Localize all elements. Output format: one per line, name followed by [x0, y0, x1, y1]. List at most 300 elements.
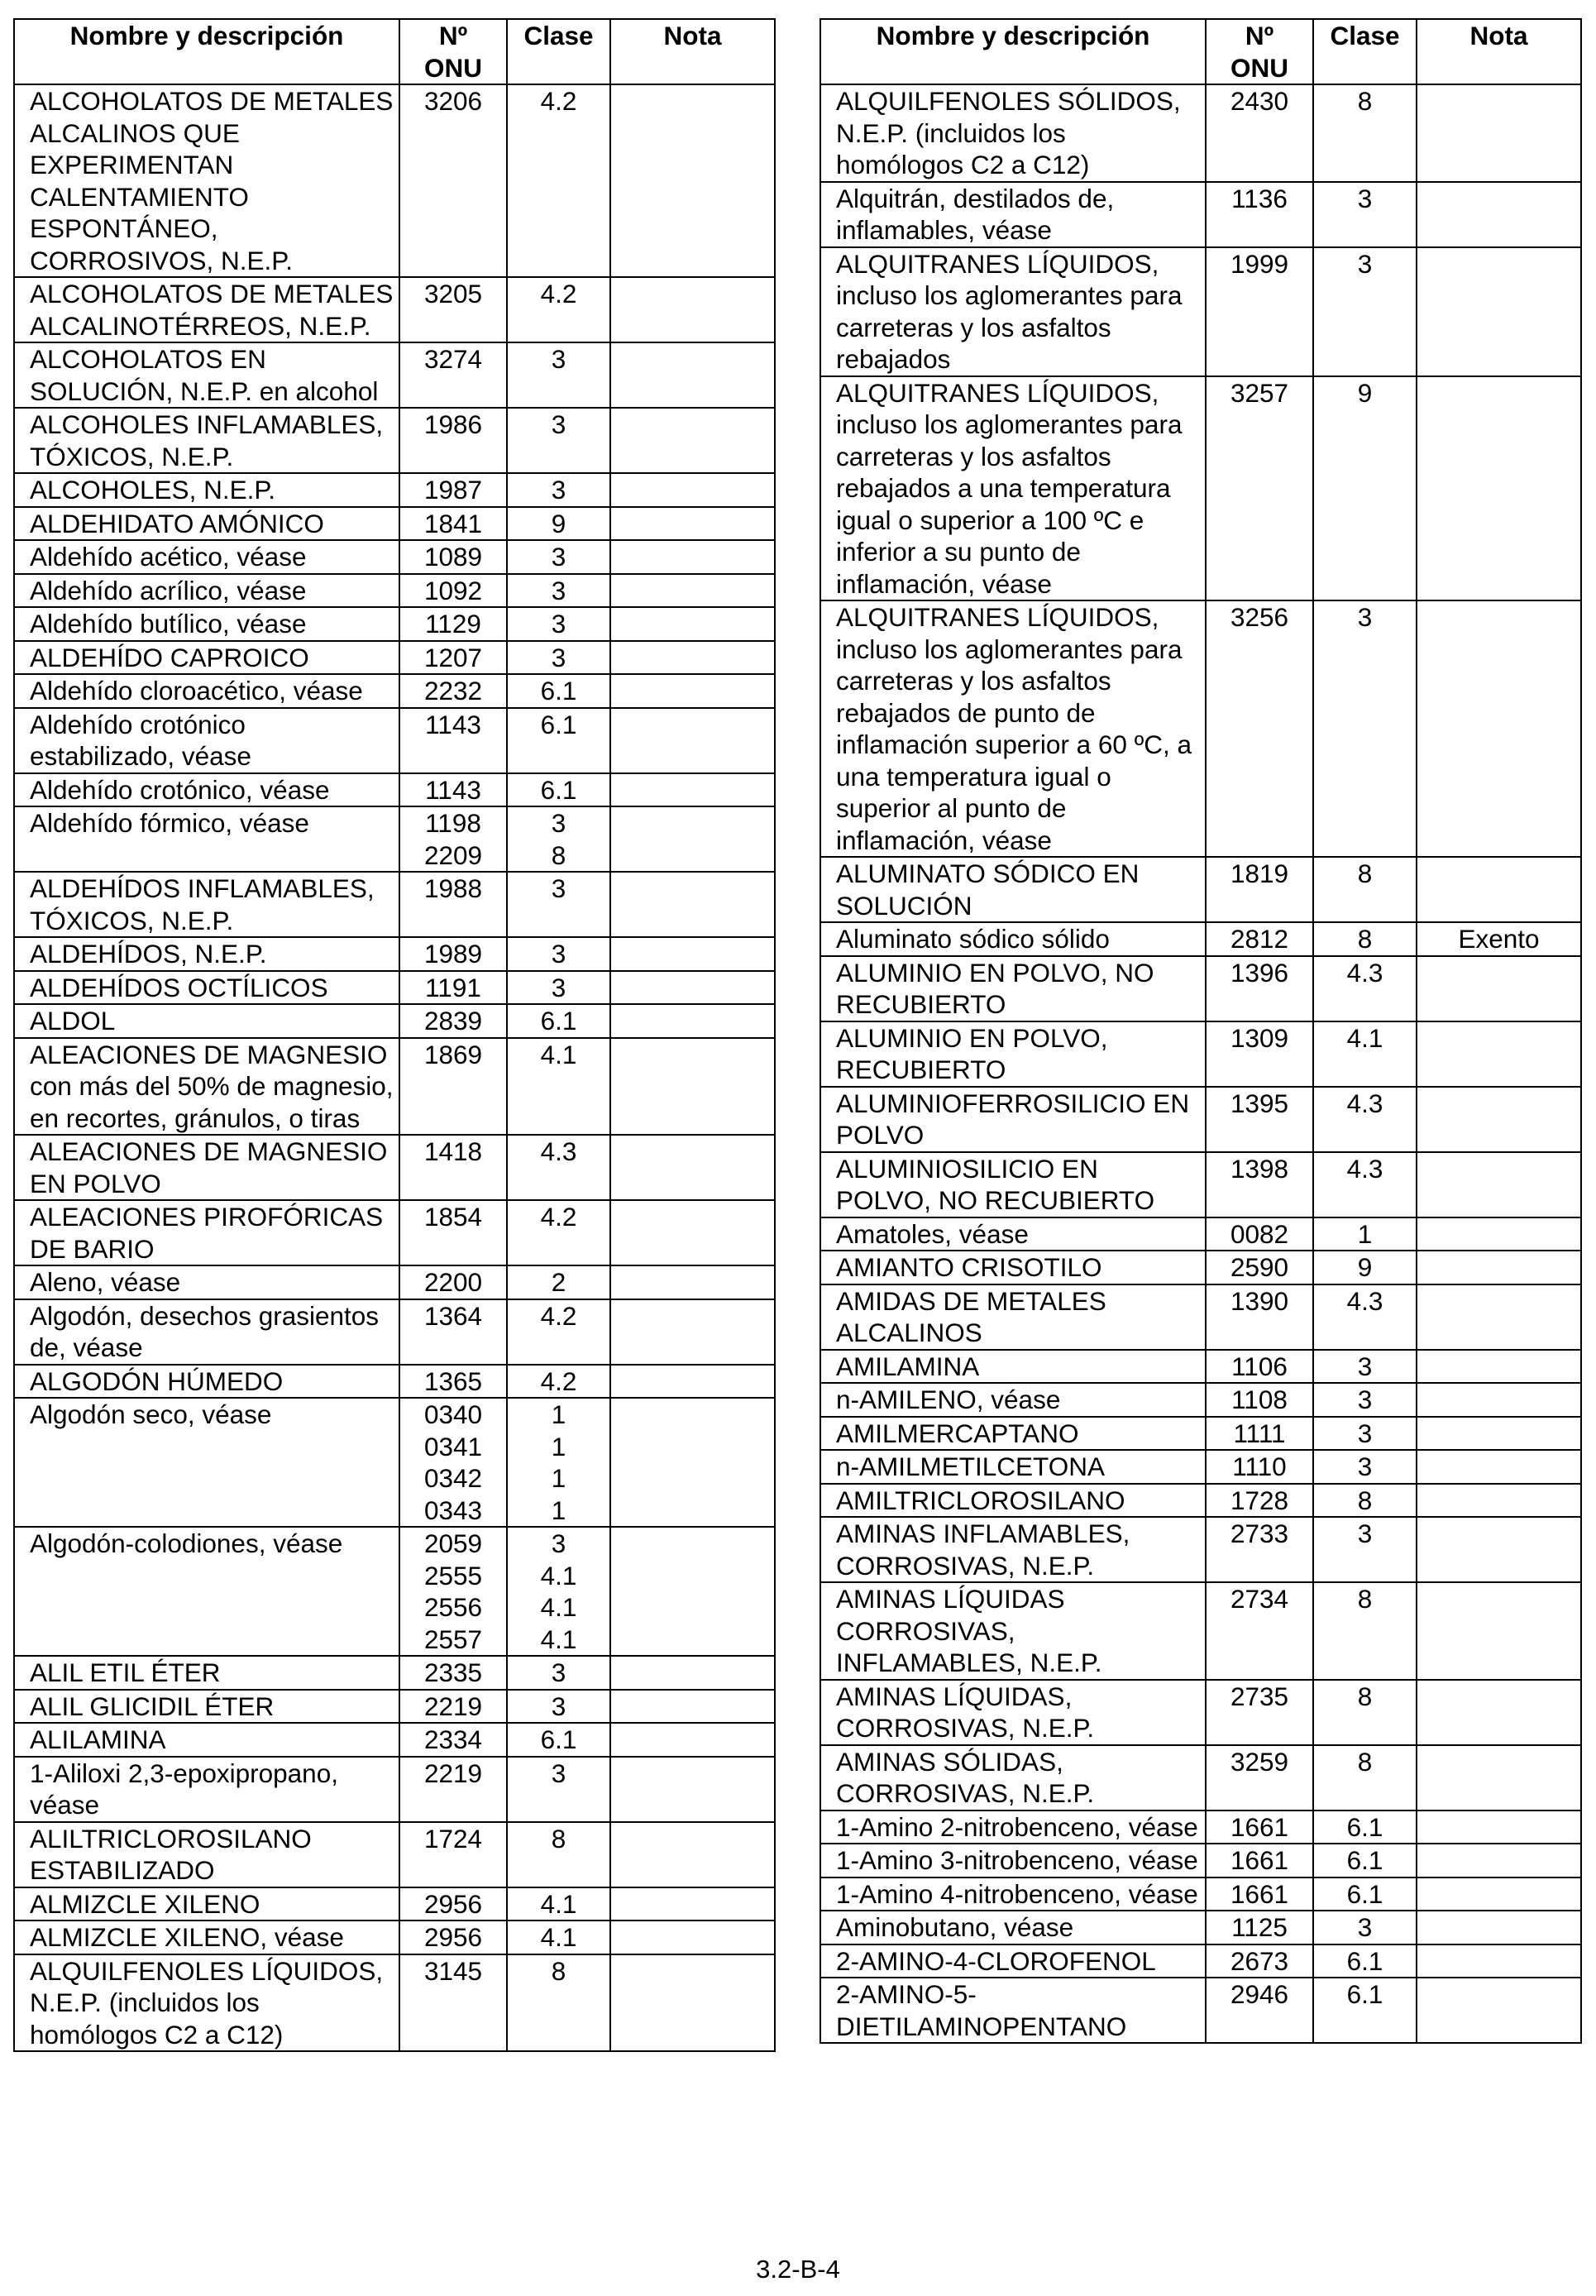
cell-note — [610, 1299, 775, 1365]
table-header-row — [820, 19, 1581, 84]
table-row — [820, 1844, 1581, 1877]
cell-class: 6.1 — [1313, 1844, 1417, 1877]
cell-note — [1417, 1745, 1581, 1810]
cell-note — [610, 1135, 775, 1200]
cell-note — [610, 872, 775, 937]
table-row — [14, 971, 775, 1005]
cell-un-number: 1129 — [399, 607, 507, 641]
cell-name: ALUMINIO EN POLVO, NO RECUBIERTO — [820, 956, 1206, 1021]
table-row — [14, 937, 775, 971]
cell-note — [610, 971, 775, 1005]
cell-note — [610, 1921, 775, 1954]
cell-un-number: 1365 — [399, 1365, 507, 1399]
cell-un-number: 2219 — [399, 1690, 507, 1724]
cell-class: 3 — [507, 342, 610, 408]
cell-class: 3 — [507, 473, 610, 507]
cell-class: 8 — [1313, 857, 1417, 922]
cell-un-number: 2956 — [399, 1887, 507, 1921]
cell-note — [610, 607, 775, 641]
table-row — [820, 1284, 1581, 1350]
cell-un-number: 1989 — [399, 937, 507, 971]
cell-un-number: 1309 — [1206, 1021, 1313, 1087]
cell-un-number: 1108 — [1206, 1383, 1313, 1417]
cell-class: 4.2 — [507, 1365, 610, 1399]
cell-name: 1-Amino 3-nitrobenceno, véase — [820, 1844, 1206, 1877]
header-name: Nombre y descripción — [14, 19, 399, 84]
cell-class: 3 — [1313, 247, 1417, 376]
cell-un-number: 2430 — [1206, 84, 1313, 182]
cell-note — [610, 540, 775, 574]
cell-un-number: 3257 — [1206, 376, 1313, 601]
cell-note — [1417, 1284, 1581, 1350]
cell-un-number: 1819 — [1206, 857, 1313, 922]
cell-class: 4.3 — [507, 1135, 610, 1200]
cell-note — [610, 574, 775, 608]
cell-name: ALEACIONES DE MAGNESIO EN POLVO — [14, 1135, 399, 1200]
cell-name: ALCOHOLES, N.E.P. — [14, 473, 399, 507]
cell-note — [1417, 1680, 1581, 1745]
cell-name: ALGODÓN HÚMEDO — [14, 1365, 399, 1399]
cell-un-number: 2590 — [1206, 1251, 1313, 1284]
cell-note — [1417, 857, 1581, 922]
cell-class: 4.1 — [1313, 1021, 1417, 1087]
cell-class: 3 8 — [507, 806, 610, 872]
header-note: Nota — [610, 19, 775, 84]
cell-class: 3 — [1313, 1350, 1417, 1384]
cell-un-number: 2812 — [1206, 922, 1313, 956]
cell-name: ALILAMINA — [14, 1723, 399, 1757]
cell-note — [610, 473, 775, 507]
table-row — [14, 1822, 775, 1887]
cell-un-number: 1869 — [399, 1038, 507, 1136]
cell-note — [1417, 1911, 1581, 1944]
table-row — [14, 574, 775, 608]
table-row — [14, 1954, 775, 2052]
table-row — [14, 1723, 775, 1757]
header-name: Nombre y descripción — [820, 19, 1206, 84]
table-row — [820, 857, 1581, 922]
cell-class: 3 — [507, 937, 610, 971]
cell-name: AMILMERCAPTANO — [820, 1417, 1206, 1451]
cell-class: 9 — [1313, 376, 1417, 601]
table-row — [820, 956, 1581, 1021]
table-row — [820, 182, 1581, 247]
table-row — [820, 1517, 1581, 1582]
cell-un-number: 1191 — [399, 971, 507, 1005]
header-un-number: Nº ONU — [1206, 19, 1313, 84]
cell-un-number: 1136 — [1206, 182, 1313, 247]
table-row — [820, 1383, 1581, 1417]
cell-note — [1417, 1021, 1581, 1087]
cell-name: AMINAS SÓLIDAS, CORROSIVAS, N.E.P. — [820, 1745, 1206, 1810]
cell-un-number: 1111 — [1206, 1417, 1313, 1451]
cell-un-number: 2200 — [399, 1265, 507, 1299]
cell-note — [610, 641, 775, 675]
cell-note — [610, 937, 775, 971]
cell-note — [1417, 84, 1581, 182]
cell-name: Aminobutano, véase — [820, 1911, 1206, 1944]
cell-name: Aldehído crotónico estabilizado, véase — [14, 708, 399, 773]
table-row — [14, 1690, 775, 1724]
cell-name: ALEACIONES DE MAGNESIO con más del 50% de magnesio, en recortes, gránulos, o tiras — [14, 1038, 399, 1136]
cell-name: 1-Aliloxi 2,3-epoxipropano, véase — [14, 1757, 399, 1822]
cell-name: ALDOL — [14, 1004, 399, 1038]
cell-class: 3 — [1313, 1450, 1417, 1484]
cell-class: 3 — [1313, 182, 1417, 247]
cell-name: 1-Amino 4-nitrobenceno, véase — [820, 1877, 1206, 1911]
cell-un-number: 2334 — [399, 1723, 507, 1757]
goods-table-right — [820, 18, 1582, 2044]
cell-note — [1417, 1484, 1581, 1518]
cell-un-number: 1092 — [399, 574, 507, 608]
cell-name: Amatoles, véase — [820, 1217, 1206, 1251]
cell-class: 6.1 — [507, 1004, 610, 1038]
cell-class: 8 — [1313, 1582, 1417, 1680]
cell-class: 8 — [507, 1822, 610, 1887]
cell-note — [1417, 1217, 1581, 1251]
table-row — [820, 600, 1581, 857]
cell-note — [610, 408, 775, 473]
cell-note — [610, 1690, 775, 1724]
table-row — [14, 1365, 775, 1399]
cell-note — [610, 1038, 775, 1136]
cell-class: 4.1 — [507, 1038, 610, 1136]
cell-un-number: 1854 — [399, 1200, 507, 1265]
cell-un-number: 2219 — [399, 1757, 507, 1822]
table-row — [820, 1350, 1581, 1384]
table-row — [14, 872, 775, 937]
cell-name: AMINAS LÍQUIDAS CORROSIVAS, INFLAMABLES, N.E.P. — [820, 1582, 1206, 1680]
cell-name: ALCOHOLATOS EN SOLUCIÓN, N.E.P. en alcohol — [14, 342, 399, 408]
cell-class: 6.1 — [507, 708, 610, 773]
cell-name: Algodón-colodiones, véase — [14, 1527, 399, 1656]
table-row — [14, 641, 775, 675]
cell-un-number: 1986 — [399, 408, 507, 473]
cell-name: ALQUILFENOLES SÓLIDOS, N.E.P. (incluidos los homólogos C2 a C12) — [820, 84, 1206, 182]
table-row — [820, 1217, 1581, 1251]
cell-class: 4.3 — [1313, 1087, 1417, 1152]
cell-un-number: 1106 — [1206, 1350, 1313, 1384]
cell-name: ALCOHOLATOS DE METALES ALCALINOS QUE EXPERIMENTAN CALENTAMIENTO ESPONTÁNEO, CORROSIVOS, N.E.P. — [14, 84, 399, 277]
cell-note — [610, 1527, 775, 1656]
table-row — [14, 277, 775, 342]
cell-un-number: 1661 — [1206, 1844, 1313, 1877]
table-row — [820, 922, 1581, 956]
cell-name: AMIDAS DE METALES ALCALINOS — [820, 1284, 1206, 1350]
cell-name: AMILTRICLOROSILANO — [820, 1484, 1206, 1518]
cell-note — [610, 342, 775, 408]
cell-class: 3 — [507, 971, 610, 1005]
cell-note — [1417, 956, 1581, 1021]
table-row — [14, 1887, 775, 1921]
table-row — [820, 247, 1581, 376]
cell-class: 3 — [1313, 600, 1417, 857]
cell-class: 8 — [1313, 1484, 1417, 1518]
cell-class: 3 — [507, 574, 610, 608]
cell-class: 3 — [1313, 1417, 1417, 1451]
cell-name: ALCOHOLATOS DE METALES ALCALINOTÉRREOS, N.E.P. — [14, 277, 399, 342]
table-row — [820, 1911, 1581, 1944]
table-row — [14, 1200, 775, 1265]
cell-un-number: 2839 — [399, 1004, 507, 1038]
cell-un-number: 1396 — [1206, 956, 1313, 1021]
table-row — [14, 1038, 775, 1136]
table-row — [820, 376, 1581, 601]
table-row — [14, 1656, 775, 1690]
table-row — [820, 1251, 1581, 1284]
cell-note — [610, 1822, 775, 1887]
cell-name: ALQUILFENOLES LÍQUIDOS, N.E.P. (incluidos los homólogos C2 a C12) — [14, 1954, 399, 2052]
cell-un-number: 1999 — [1206, 247, 1313, 376]
cell-un-number: 1110 — [1206, 1450, 1313, 1484]
cell-class: 6.1 — [507, 1723, 610, 1757]
cell-note — [610, 1265, 775, 1299]
cell-note — [610, 1004, 775, 1038]
cell-un-number: 1724 — [399, 1822, 507, 1887]
cell-name: ALUMINIO EN POLVO, RECUBIERTO — [820, 1021, 1206, 1087]
cell-name: ALQUITRANES LÍQUIDOS, incluso los aglomerantes para carreteras y los asfaltos rebajados — [820, 247, 1206, 376]
table-row — [14, 342, 775, 408]
cell-name: ALCOHOLES INFLAMABLES, TÓXICOS, N.E.P. — [14, 408, 399, 473]
cell-name: ALIL GLICIDIL ÉTER — [14, 1690, 399, 1724]
cell-name: ALIL ETIL ÉTER — [14, 1656, 399, 1690]
cell-un-number: 3274 — [399, 342, 507, 408]
cell-un-number: 1143 — [399, 773, 507, 807]
table-row — [14, 1004, 775, 1038]
cell-class: 4.2 — [507, 1299, 610, 1365]
cell-class: 4.3 — [1313, 956, 1417, 1021]
table-row — [14, 473, 775, 507]
cell-name: ALEACIONES PIROFÓRICAS DE BARIO — [14, 1200, 399, 1265]
table-row — [14, 1265, 775, 1299]
table-row — [14, 507, 775, 541]
cell-name: Aldehído acético, véase — [14, 540, 399, 574]
cell-un-number: 2734 — [1206, 1582, 1313, 1680]
cell-class: 6.1 — [1313, 1978, 1417, 2043]
cell-note — [1417, 1810, 1581, 1844]
table-row — [820, 1582, 1581, 1680]
cell-un-number: 1988 — [399, 872, 507, 937]
cell-class: 4.2 — [507, 277, 610, 342]
cell-un-number: 3256 — [1206, 600, 1313, 857]
cell-note — [1417, 1152, 1581, 1217]
cell-un-number: 2335 — [399, 1656, 507, 1690]
cell-note — [1417, 1450, 1581, 1484]
cell-note — [1417, 1844, 1581, 1877]
cell-class: 1 — [1313, 1217, 1417, 1251]
table-row — [820, 1944, 1581, 1978]
cell-name: AMIANTO CRISOTILO — [820, 1251, 1206, 1284]
cell-un-number: 1390 — [1206, 1284, 1313, 1350]
cell-name: Alquitrán, destilados de, inflamables, véase — [820, 182, 1206, 247]
table-row — [14, 1921, 775, 1954]
cell-un-number: 1198 2209 — [399, 806, 507, 872]
cell-un-number: 1418 — [399, 1135, 507, 1200]
cell-note — [610, 277, 775, 342]
cell-class: 4.3 — [1313, 1284, 1417, 1350]
cell-un-number: 3145 — [399, 1954, 507, 2052]
table-row — [14, 773, 775, 807]
header-un-number: Nº ONU — [399, 19, 507, 84]
cell-class: 3 — [507, 1656, 610, 1690]
cell-un-number: 1143 — [399, 708, 507, 773]
cell-class: 3 — [507, 1690, 610, 1724]
cell-class: 1 1 1 1 — [507, 1398, 610, 1527]
cell-note — [1417, 247, 1581, 376]
cell-un-number: 3259 — [1206, 1745, 1313, 1810]
table-row — [820, 1877, 1581, 1911]
cell-note — [1417, 1087, 1581, 1152]
cell-note — [610, 1398, 775, 1527]
table-row — [820, 1680, 1581, 1745]
table-row — [820, 1450, 1581, 1484]
cell-name: ALDEHÍDOS, N.E.P. — [14, 937, 399, 971]
cell-note — [1417, 1517, 1581, 1582]
cell-name: Aldehído fórmico, véase — [14, 806, 399, 872]
cell-un-number: 1364 — [399, 1299, 507, 1365]
cell-class: 3 — [1313, 1911, 1417, 1944]
table-row — [14, 1299, 775, 1365]
cell-class: 3 — [507, 641, 610, 675]
cell-class: 9 — [1313, 1251, 1417, 1284]
cell-name: Aluminato sódico sólido — [820, 922, 1206, 956]
cell-name: ALUMINATO SÓDICO EN SOLUCIÓN — [820, 857, 1206, 922]
cell-un-number: 2673 — [1206, 1944, 1313, 1978]
cell-class: 3 — [507, 408, 610, 473]
table-row — [14, 408, 775, 473]
cell-class: 3 — [507, 607, 610, 641]
table-row — [820, 1810, 1581, 1844]
cell-name: Algodón, desechos grasientos de, véase — [14, 1299, 399, 1365]
cell-class: 8 — [1313, 1745, 1417, 1810]
cell-class: 8 — [507, 1954, 610, 2052]
table-row — [820, 1021, 1581, 1087]
page-number: 3.2-B-4 — [756, 2255, 840, 2284]
table-header-row — [14, 19, 775, 84]
cell-class: 3 — [1313, 1517, 1417, 1582]
cell-class: 4.1 — [507, 1887, 610, 1921]
cell-name: ALMIZCLE XILENO — [14, 1887, 399, 1921]
table-row — [14, 674, 775, 708]
cell-un-number: 1395 — [1206, 1087, 1313, 1152]
cell-name: ALDEHÍDO CAPROICO — [14, 641, 399, 675]
cell-name: ALILTRICLOROSILANO ESTABILIZADO — [14, 1822, 399, 1887]
cell-un-number: 1398 — [1206, 1152, 1313, 1217]
cell-class: 8 — [1313, 1680, 1417, 1745]
cell-note — [1417, 1417, 1581, 1451]
cell-class: 4.1 — [507, 1921, 610, 1954]
table-row — [14, 806, 775, 872]
cell-note — [1417, 1978, 1581, 2043]
cell-note — [610, 1954, 775, 2052]
cell-note — [610, 773, 775, 807]
cell-note — [1417, 1350, 1581, 1384]
cell-un-number: 1841 — [399, 507, 507, 541]
cell-note — [1417, 1944, 1581, 1978]
cell-note — [1417, 1383, 1581, 1417]
cell-un-number: 0340 0341 0342 0343 — [399, 1398, 507, 1527]
table-row — [14, 540, 775, 574]
table-row — [820, 1978, 1581, 2043]
table-row — [820, 84, 1581, 182]
cell-name: ALDEHIDATO AMÓNICO — [14, 507, 399, 541]
cell-class: 4.2 — [507, 1200, 610, 1265]
table-row — [14, 84, 775, 277]
cell-name: n-AMILMETILCETONA — [820, 1450, 1206, 1484]
cell-class: 6.1 — [1313, 1944, 1417, 1978]
cell-un-number: 1661 — [1206, 1877, 1313, 1911]
cell-class: 9 — [507, 507, 610, 541]
cell-class: 6.1 — [507, 773, 610, 807]
cell-name: ALDEHÍDOS OCTÍLICOS — [14, 971, 399, 1005]
cell-name: Aldehído cloroacético, véase — [14, 674, 399, 708]
cell-un-number: 1661 — [1206, 1810, 1313, 1844]
cell-class: 8 — [1313, 84, 1417, 182]
cell-name: ALDEHÍDOS INFLAMABLES, TÓXICOS, N.E.P. — [14, 872, 399, 937]
cell-un-number: 3205 — [399, 277, 507, 342]
table-row — [14, 1135, 775, 1200]
table-row — [14, 1398, 775, 1527]
cell-note — [610, 84, 775, 277]
cell-un-number: 1125 — [1206, 1911, 1313, 1944]
cell-note — [610, 1757, 775, 1822]
cell-name: Aldehído butílico, véase — [14, 607, 399, 641]
cell-un-number: 3206 — [399, 84, 507, 277]
cell-name: 2-AMINO-4-CLOROFENOL — [820, 1944, 1206, 1978]
cell-name: 2-AMINO-5- DIETILAMINOPENTANO — [820, 1978, 1206, 2043]
cell-class: 8 — [1313, 922, 1417, 956]
cell-class: 3 — [507, 872, 610, 937]
cell-note — [610, 1723, 775, 1757]
cell-name: Aldehído acrílico, véase — [14, 574, 399, 608]
cell-note — [610, 1887, 775, 1921]
cell-un-number: 1207 — [399, 641, 507, 675]
cell-note — [1417, 1877, 1581, 1911]
cell-note — [610, 674, 775, 708]
cell-name: AMILAMINA — [820, 1350, 1206, 1384]
cell-class: 2 — [507, 1265, 610, 1299]
table-row — [14, 1757, 775, 1822]
table-row — [820, 1484, 1581, 1518]
cell-note — [1417, 1582, 1581, 1680]
header-class: Clase — [507, 19, 610, 84]
cell-un-number: 2232 — [399, 674, 507, 708]
cell-name: ALQUITRANES LÍQUIDOS, incluso los aglomerantes para carreteras y los asfaltos rebajados a una temperatura igual o superior a 100 ºC e inferior a su punto de inflamación, véase — [820, 376, 1206, 601]
header-class: Clase — [1313, 19, 1417, 84]
cell-class: 6.1 — [1313, 1810, 1417, 1844]
cell-name: ALUMINIOSILICIO EN POLVO, NO RECUBIERTO — [820, 1152, 1206, 1217]
cell-class: 6.1 — [1313, 1877, 1417, 1911]
table-row — [14, 708, 775, 773]
cell-class: 3 4.1 4.1 4.1 — [507, 1527, 610, 1656]
table-row — [14, 1527, 775, 1656]
cell-note — [1417, 376, 1581, 601]
cell-un-number: 1987 — [399, 473, 507, 507]
cell-un-number: 2946 — [1206, 1978, 1313, 2043]
cell-un-number: 2956 — [399, 1921, 507, 1954]
cell-un-number: 2733 — [1206, 1517, 1313, 1582]
cell-name: AMINAS LÍQUIDAS, CORROSIVAS, N.E.P. — [820, 1680, 1206, 1745]
cell-note — [610, 1656, 775, 1690]
cell-note — [610, 806, 775, 872]
cell-un-number: 1089 — [399, 540, 507, 574]
table-row — [820, 1417, 1581, 1451]
cell-name: ALMIZCLE XILENO, véase — [14, 1921, 399, 1954]
cell-class: 3 — [507, 1757, 610, 1822]
cell-note — [610, 1365, 775, 1399]
cell-note: Exento — [1417, 922, 1581, 956]
cell-note — [610, 708, 775, 773]
